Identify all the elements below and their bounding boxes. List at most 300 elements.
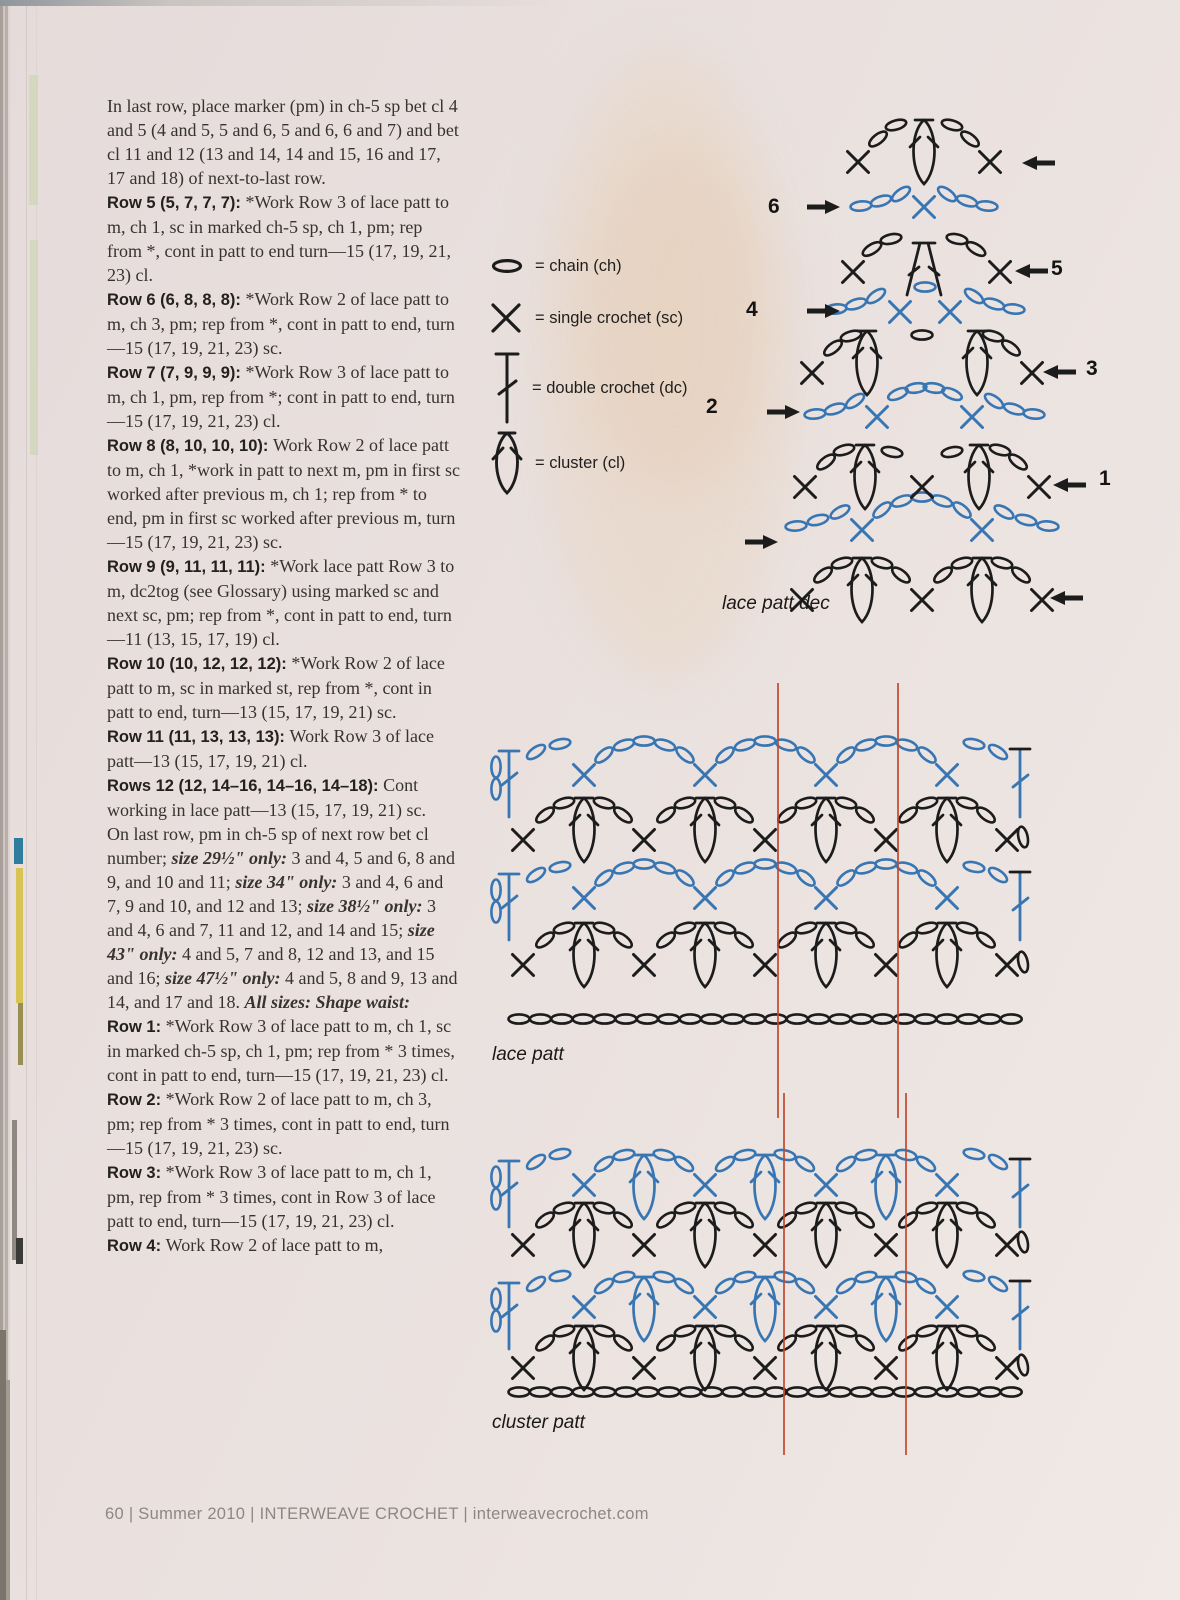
ch-symbol [637, 1014, 658, 1023]
ch-symbol [808, 1014, 829, 1023]
page-footer: 60 | Summer 2010 | INTERWEAVE CROCHET | interweavecrochet.com [105, 1505, 649, 1523]
ch-symbol [774, 1148, 796, 1161]
ch-symbol [525, 742, 547, 762]
ch-symbol [870, 193, 893, 208]
ch-symbol [734, 1148, 756, 1161]
cl-symbol [691, 798, 719, 862]
ch-symbol [975, 805, 997, 825]
sc-symbol [695, 765, 716, 786]
ch-symbol [534, 1333, 556, 1353]
ch-symbol [1016, 1354, 1029, 1376]
ch-symbol [979, 1014, 1000, 1023]
ch-symbol [534, 1210, 556, 1230]
cl-symbol [691, 1326, 719, 1390]
ch-symbol [776, 1210, 798, 1230]
ch-symbol [931, 493, 954, 509]
sc-symbol [876, 1358, 897, 1379]
ch-symbol [872, 1387, 893, 1396]
ch-symbol [916, 1201, 939, 1216]
instruction-paragraph: Row 7 (7, 9, 9, 9): *Work Row 3 of lace patt to m, ch 1, pm, rep from *; cont in patt to end, turn—15 (17, 19, 21, 23) cl. [107, 362, 455, 431]
sc-symbol [755, 955, 776, 976]
ch-symbol [491, 1189, 500, 1210]
sc-symbol [997, 1358, 1018, 1379]
ch-symbol [876, 736, 897, 745]
ch-symbol [865, 286, 887, 306]
ch-symbol [932, 565, 954, 585]
ch-symbol [963, 1147, 985, 1160]
ch-symbol [896, 860, 919, 875]
ch-symbol [1003, 303, 1025, 314]
cl-symbol [812, 1326, 840, 1390]
ch-symbol [794, 1154, 816, 1174]
ch-symbol [714, 1324, 737, 1339]
sc-symbol [513, 955, 534, 976]
ch-symbol [876, 859, 897, 868]
sc-symbol [574, 888, 595, 909]
ch-symbol [525, 865, 547, 885]
sc-symbol [852, 520, 873, 541]
ch-symbol [594, 1014, 615, 1023]
page-edge-teal-chip [14, 838, 23, 864]
dcR-symbol [1013, 1281, 1028, 1349]
ch-symbol [891, 493, 914, 509]
sc-symbol [876, 1235, 897, 1256]
ch-symbol [612, 1210, 634, 1230]
sc-symbol [634, 1235, 655, 1256]
ch-symbol [987, 865, 1009, 885]
ch-symbol [785, 521, 807, 532]
ch-symbol [655, 1210, 677, 1230]
sc-symbol [795, 477, 816, 498]
ch-symbol [912, 330, 933, 339]
sc-symbol [876, 955, 897, 976]
ch-symbol [795, 745, 817, 766]
sc-symbol [816, 888, 837, 909]
ch-symbol [787, 1387, 808, 1396]
cl-symbol [851, 445, 879, 509]
arr-symbol [1022, 156, 1055, 170]
ch-symbol [491, 1311, 500, 1332]
ch-symbol [795, 1324, 818, 1339]
ch-symbol [991, 556, 1014, 571]
cl-symbol [933, 1326, 961, 1390]
row-number-6: 6 [768, 195, 780, 218]
sc-symbol [912, 477, 933, 498]
sc-symbol [816, 1175, 837, 1196]
ch-symbol [835, 921, 858, 936]
ch-symbol [1003, 401, 1026, 416]
cl-symbol [812, 1203, 840, 1267]
ch-symbol [855, 1270, 877, 1283]
cl-symbol [853, 331, 881, 395]
ch-symbol [744, 1014, 765, 1023]
ch-symbol [941, 118, 964, 133]
ch-symbol [915, 282, 936, 291]
instruction-paragraph: Row 6 (6, 8, 8, 8): *Work Row 2 of lace patt to m, ch 3, pm; rep from *, cont in patt to end, turn—15 (17, 19, 21, 23) sc. [107, 289, 455, 358]
arr-symbol [1053, 478, 1086, 492]
sc-symbol [634, 1358, 655, 1379]
ch-symbol [733, 805, 755, 825]
ch-symbol [890, 184, 912, 204]
row-number-3: 3 [1086, 357, 1098, 380]
page-edge-strip [26, 0, 27, 1600]
ch-symbol [795, 1201, 818, 1216]
ch-symbol [733, 930, 755, 950]
ch-symbol [733, 1210, 755, 1230]
ch-symbol [776, 930, 798, 950]
ch-symbol [897, 930, 919, 950]
ch-symbol [916, 1324, 939, 1339]
instruction-paragraph: Row 5 (5, 7, 7, 7): *Work Row 3 of lace patt to m, ch 1, sc in marked ch-5 sp, ch 1, pm; rep from *, cont in patt to end turn—15 (17, 19, 21, 23) cl. [107, 192, 451, 285]
ch-symbol [824, 401, 847, 416]
arr-symbol [807, 200, 840, 214]
ch-symbol [658, 1387, 679, 1396]
ch-symbol [915, 1276, 937, 1296]
ch-symbol [634, 859, 655, 868]
page-edge-strip [6, 1380, 10, 1600]
ch-symbol [1001, 1014, 1022, 1023]
cl-symbol [691, 923, 719, 987]
ch-symbol [871, 500, 893, 521]
instruction-paragraph: Row 10 (10, 12, 12, 12): *Work Row 2 of lace patt to m, sc in marked st, rep from *, cont in patt to end, turn—13 (15, 17, 19, 21) sc. [107, 653, 445, 722]
ch-symbol [714, 1201, 737, 1216]
ch-symbol [787, 1014, 808, 1023]
ch-symbol [795, 921, 818, 936]
ch-symbol [491, 1289, 500, 1310]
sc-symbol [1022, 363, 1043, 384]
ch-symbol [1016, 1231, 1029, 1253]
ch-symbol [795, 796, 818, 811]
page-edge-olive-chip [18, 1003, 23, 1065]
ch-symbol [658, 1014, 679, 1023]
ch-symbol [1037, 521, 1059, 532]
ch-symbol [655, 930, 677, 950]
row-number-5: 5 [1051, 257, 1063, 280]
dcR-symbol [1013, 749, 1028, 817]
arr-symbol [1043, 365, 1076, 379]
lace-patt-dec-diagram [690, 95, 1180, 645]
sc-symbol [574, 765, 595, 786]
sc-symbol [574, 1297, 595, 1318]
ch-symbol [655, 805, 677, 825]
ch-symbol [835, 868, 857, 889]
lace-patt-diagram [488, 728, 1033, 1068]
ch-symbol [794, 1276, 816, 1296]
repeat-guide-line [897, 683, 899, 1118]
legend-label: = cluster (cl) [535, 453, 626, 472]
ch-symbol [844, 391, 866, 411]
ch-symbol [551, 1387, 572, 1396]
ch-symbol [896, 737, 919, 752]
page-edge-green-chip [29, 75, 38, 205]
ch-symbol [959, 129, 981, 149]
cl-symbol [570, 923, 598, 987]
row-number-2: 2 [706, 395, 718, 418]
ch-symbol [612, 930, 634, 950]
page-edge-strip [8, 0, 10, 1600]
instruction-paragraph: Row 8 (8, 10, 10, 10): Work Row 2 of lace patt to m, ch 1, *work in patt to next m, pm in first sc worked after previous m, ch 1; rep from * to end, pm in first sc worked after previous m, turn—15 (17, 19, 21, 23) sc. [107, 435, 460, 552]
sc-symbol [1032, 590, 1053, 611]
ch-symbol [744, 1387, 765, 1396]
ch-symbol [987, 1274, 1009, 1294]
lace-patt-dec-chart [720, 95, 1165, 640]
arr-symbol [1050, 591, 1083, 605]
ch-symbol [1016, 951, 1029, 973]
page-top-edge [0, 0, 560, 6]
ch-symbol [835, 1201, 858, 1216]
double-crochet-icon [492, 352, 522, 424]
cluster-patt-chart [488, 1140, 1033, 1430]
repeat-guide-line [777, 683, 779, 1118]
sc-symbol [755, 1358, 776, 1379]
ch-symbol [829, 503, 852, 521]
ch-symbol [714, 921, 737, 936]
sc-symbol [848, 152, 869, 173]
ch-symbol [673, 1276, 695, 1296]
ch-symbol [654, 860, 677, 875]
cl-symbol [812, 923, 840, 987]
cl-symbol [848, 558, 876, 622]
sc-symbol [755, 830, 776, 851]
ch-symbol [613, 737, 636, 752]
ch-symbol [525, 1152, 547, 1172]
legend-item-chain [489, 256, 622, 276]
ch-symbol [951, 500, 973, 521]
ch-symbol [674, 868, 696, 889]
ch-symbol [979, 1387, 1000, 1396]
ch-symbol [491, 880, 500, 901]
ch-symbol [553, 1324, 576, 1339]
ch-symbol [553, 796, 576, 811]
sc-symbol [972, 520, 993, 541]
ch-symbol [854, 1210, 876, 1230]
ch-symbol [881, 445, 903, 458]
ch-symbol [850, 200, 872, 211]
ch-symbol [593, 1324, 616, 1339]
instruction-text [107, 94, 461, 1258]
page-edge-green-chip [30, 240, 38, 455]
ch-symbol [854, 930, 876, 950]
ch-symbol [674, 796, 697, 811]
ch-symbol [854, 805, 876, 825]
ch-symbol [674, 1201, 697, 1216]
ch-symbol [491, 902, 500, 923]
ch-symbol [655, 1333, 677, 1353]
row-number-4: 4 [746, 298, 758, 321]
ch-symbol [807, 513, 830, 527]
chain-icon [489, 256, 525, 276]
sc-symbol [890, 302, 911, 323]
ch-symbol [835, 1324, 858, 1339]
ch-symbol [593, 1201, 616, 1216]
ch-symbol [714, 1154, 736, 1174]
sc-symbol [867, 407, 888, 428]
ch-symbol [851, 1014, 872, 1023]
instruction-paragraph: Row 9 (9, 11, 11, 11): *Work lace patt Row 3 to m, dc2tog (see Glossary) using marked sc and next sc, pm; rep from *, cont in patt to end, turn—11 (13, 15, 17, 19) cl. [107, 556, 455, 649]
ch-symbol [963, 286, 985, 306]
ch-symbol [1016, 826, 1029, 848]
instruction-paragraph: Rows 12 (12, 14–16, 14–16, 14–18): Cont working in lace patt—13 (15, 17, 19, 21) sc. [107, 775, 426, 820]
arr-symbol [807, 304, 840, 318]
ch-symbol [897, 805, 919, 825]
sc-symbol [997, 830, 1018, 851]
ch-symbol [714, 868, 736, 889]
diagram-label: lace patt [492, 1044, 564, 1065]
ch-symbol [916, 868, 938, 889]
ch-symbol [573, 1014, 594, 1023]
ch-symbol [963, 1269, 985, 1282]
ch-symbol [674, 921, 697, 936]
ch-symbol [654, 737, 677, 752]
legend-label: = double crochet (dc) [532, 378, 688, 397]
cl-symbol [570, 798, 598, 862]
cluster-patt-diagram [488, 1140, 1033, 1460]
ch-symbol [593, 745, 615, 766]
ch-symbol [1010, 565, 1032, 585]
ch-symbol [525, 1274, 547, 1294]
ch-symbol [1023, 408, 1045, 419]
ch-symbol [613, 860, 636, 875]
ch-symbol [1001, 1387, 1022, 1396]
ch-symbol [593, 796, 616, 811]
ch-symbol [958, 1387, 979, 1396]
ch-symbol [723, 1387, 744, 1396]
ch-symbol [916, 796, 939, 811]
arr-symbol [745, 535, 778, 549]
legend-item-double-crochet [492, 352, 687, 424]
ch-symbol [1015, 513, 1038, 527]
ch-symbol [593, 868, 615, 889]
sc-symbol [802, 363, 823, 384]
cl-symbol [812, 798, 840, 862]
ch-symbol [963, 860, 985, 873]
ch-symbol [958, 1014, 979, 1023]
ch-symbol [804, 408, 826, 419]
legend-label: = single crochet (sc) [535, 308, 684, 327]
ch-symbol [975, 930, 997, 950]
cl-symbol [570, 1203, 598, 1267]
sc-symbol [1029, 477, 1050, 498]
ch-symbol [951, 556, 974, 571]
cl-symbol [630, 1277, 658, 1341]
sc-symbol [695, 1297, 716, 1318]
ch-symbol [714, 796, 737, 811]
ch-symbol [937, 1014, 958, 1023]
cl-symbol [872, 1277, 900, 1341]
ch-symbol [965, 240, 988, 259]
ch-symbol [613, 1270, 635, 1283]
dcR-symbol [1013, 872, 1028, 940]
ch-symbol [549, 860, 571, 873]
instruction-paragraph: Row 11 (11, 13, 13, 13): Work Row 3 of lace patt—13 (15, 17, 19, 21) cl. [107, 726, 435, 771]
arr-symbol [767, 405, 800, 419]
sc-symbol [574, 1175, 595, 1196]
ch-symbol [723, 1014, 744, 1023]
ch-symbol [674, 745, 696, 766]
ch-symbol [714, 745, 736, 766]
sc-symbol [634, 830, 655, 851]
sc-symbol [980, 152, 1001, 173]
ch-symbol [830, 1014, 851, 1023]
ch-symbol [872, 1014, 893, 1023]
ch-symbol [673, 1154, 695, 1174]
ch-symbol [987, 1152, 1009, 1172]
ch-symbol [612, 1333, 634, 1353]
ch-symbol [867, 129, 889, 149]
cl-symbol [933, 1203, 961, 1267]
ch-symbol [653, 1270, 675, 1283]
ch-symbol [855, 860, 878, 875]
dcL-symbol [499, 751, 519, 817]
sc-symbol [937, 1175, 958, 1196]
ch-symbol [593, 1276, 615, 1296]
sc-symbol [940, 302, 961, 323]
ch-symbol [976, 200, 998, 211]
ch-symbol [701, 1014, 722, 1023]
ch-symbol [956, 193, 979, 208]
legend-item-single-crochet [487, 300, 683, 336]
cl-symbol [963, 331, 991, 395]
page-edge-dark-chip [16, 1238, 23, 1264]
sc-symbol [695, 1175, 716, 1196]
ch-symbol [491, 1167, 500, 1188]
sc-symbol [937, 765, 958, 786]
cl-symbol [570, 1326, 598, 1390]
sc-symbol [816, 765, 837, 786]
ch-symbol [616, 1014, 637, 1023]
sc-symbol [843, 262, 864, 283]
ch-symbol [880, 232, 902, 245]
ch-symbol [890, 565, 912, 585]
ch-symbol [956, 921, 979, 936]
ch-symbol [835, 796, 858, 811]
ch-symbol [653, 1148, 675, 1161]
ch-symbol [734, 860, 757, 875]
ch-symbol [776, 805, 798, 825]
ch-symbol [941, 386, 964, 403]
ch-symbol [983, 391, 1005, 411]
ch-symbol [916, 745, 938, 766]
ch-symbol [1000, 338, 1022, 358]
ch-symbol [835, 1276, 857, 1296]
ch-symbol [553, 1201, 576, 1216]
cl-symbol [872, 1155, 900, 1219]
ch-symbol [674, 1324, 697, 1339]
repeat-guide-line [783, 1093, 785, 1455]
ch-symbol [936, 184, 958, 204]
sc-symbol [634, 955, 655, 976]
ch-symbol [915, 1387, 936, 1396]
ch-symbol [765, 1014, 786, 1023]
sc-symbol [990, 262, 1011, 283]
dcR-symbol [1013, 1159, 1028, 1227]
ch-symbol [776, 1333, 798, 1353]
ch-symbol [612, 805, 634, 825]
sc-symbol [513, 1235, 534, 1256]
ch-symbol [530, 1387, 551, 1396]
dcL-symbol [499, 1283, 519, 1349]
ch-symbol [916, 921, 939, 936]
dcL-symbol [499, 1161, 519, 1227]
page-edge-yellow-chip [16, 868, 23, 1003]
ch-symbol [634, 736, 655, 745]
sc-symbol [513, 1358, 534, 1379]
cl-symbol [968, 558, 996, 622]
ch-symbol [885, 118, 908, 133]
ch-symbol [530, 1014, 551, 1023]
sc-symbol [695, 888, 716, 909]
single-crochet-icon [487, 300, 525, 336]
